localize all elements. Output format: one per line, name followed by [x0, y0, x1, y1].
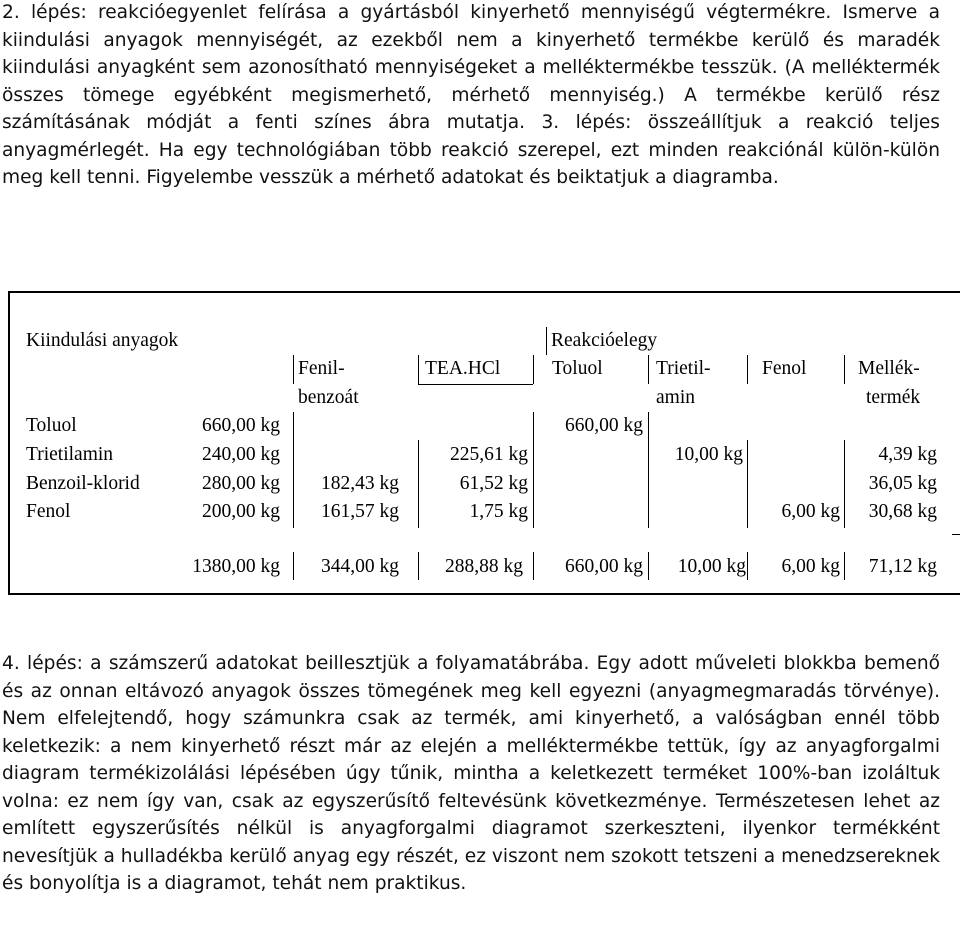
total-mellektermek: 71,12 kg [868, 556, 937, 577]
cell-fenol: 6,00 kg [781, 501, 840, 522]
cell-tea-hcl: 225,61 kg [450, 444, 528, 465]
total-fenilbenzoat: 344,00 kg [321, 556, 399, 577]
col-divider [844, 355, 845, 384]
col-divider [546, 327, 547, 355]
row-name: Benzoil-klorid [26, 473, 140, 494]
total-fenol: 6,00 kg [781, 556, 840, 577]
total-trietilamin: 10,00 kg [677, 556, 746, 577]
row-input-amount: 660,00 kg [202, 415, 280, 436]
row-input-amount: 240,00 kg [202, 444, 280, 465]
header-reaction-mixture: Reakcióelegy [551, 330, 658, 351]
row-divider [418, 384, 533, 385]
cell-tea-hcl: 61,52 kg [459, 473, 528, 494]
row-input-amount: 280,00 kg [202, 473, 280, 494]
col-header-trietilamin-1: Trietil- [656, 358, 711, 379]
cell-toluol: 660,00 kg [565, 415, 643, 436]
cell-mellektermek: 4,39 kg [878, 444, 937, 465]
col-divider [533, 355, 534, 384]
cell-trietilamin: 10,00 kg [674, 444, 743, 465]
col-header-fenilbenzoat-1: Fenil- [298, 358, 345, 379]
total-input: 1380,00 kg [192, 556, 280, 577]
row-name: Toluol [26, 415, 77, 436]
col-divider [293, 355, 294, 384]
row-input-amount: 200,00 kg [202, 501, 280, 522]
col-divider [418, 355, 419, 384]
col-divider [648, 412, 649, 528]
col-divider [648, 355, 649, 384]
row-name: Fenol [26, 501, 71, 522]
col-header-fenilbenzoat-2: benzoát [298, 387, 359, 408]
col-header-tea-hcl: TEA.HCl [425, 358, 501, 379]
col-header-toluol: Toluol [552, 358, 603, 379]
row-name: Trietilamin [26, 444, 114, 465]
col-header-fenol: Fenol [762, 358, 807, 379]
col-header-mellektermek-1: Mellék- [858, 358, 920, 379]
cell-fenilbenzoat: 161,57 kg [321, 501, 399, 522]
cell-mellektermek: 30,68 kg [868, 501, 937, 522]
total-tea-hcl: 288,88 kg [445, 556, 523, 577]
col-divider [747, 355, 748, 384]
total-toluol: 660,00 kg [565, 556, 643, 577]
paragraph-step-2-3: 2. lépés: reakcióegyenlet felírása a gyártásból kinyerhető mennyiségű végtermékre. Ismerve a kiindulási anyagok mennyiségét, az ezekből nem a kinyerhető termékbe kerülő és maradék kiindulási anyagként sem azonosítható mennyiségeket a melléktermékbe tesszük. (A melléktermék összes tömege egyébként megismerhető, mérhető mennyiség.) A termékbe kerülő rész számításának módját a fenti színes ábra mutatja. 3. lépés: összeállítjuk a reakció teljes anyagmérlegét. Ha egy technológiában több reakció szerepel, ezt minden reakciónál külön-külön meg kell tenni. Figyelembe vesszük a mérhető adatokat és beiktatjuk a diagramba. [2, 2, 940, 188]
header-starting-materials: Kiindulási anyagok [26, 330, 179, 351]
cell-fenilbenzoat: 182,43 kg [321, 473, 399, 494]
cell-mellektermek: 36,05 kg [868, 473, 937, 494]
row-divider [952, 534, 960, 535]
paragraph-step-4: 4. lépés: a számszerű adatokat beillesztjük a folyamatábrába. Egy adott műveleti blokkba bemenő és az onnan eltávozó anyagok összes tömegének meg kell egyezni (anyagmegmaradás törvénye). Nem elfelejtendő, hogy számunkra csak az termék, ami kinyerhető, a valóságban ennél több keletkezik: a nem kinyerhető részt már az elején a melléktermékbe tettük, így az anyagforgalmi diagram termékizolálási lépésében úgy tűnik, mintha a keletkezett terméket 100%-ban izoláltuk volna: ez nem így van, csak az egyszerűsítő feltevésünk következménye. Természetesen lehet az említett egyszerűsítés nélkül is anyagforgalmi diagramot szerkeszteni, ilyenkor termékként nevesítjük a hulladékba kerülő anyag egy részét, ez viszont nem szokott tetszeni a menedzsereknek és bonyolítja is a diagramot, tehát nem praktikus. [2, 653, 940, 894]
cell-tea-hcl: 1,75 kg [469, 501, 528, 522]
col-header-trietilamin-2: amin [656, 387, 695, 408]
col-header-mellektermek-2: termék [866, 387, 921, 408]
